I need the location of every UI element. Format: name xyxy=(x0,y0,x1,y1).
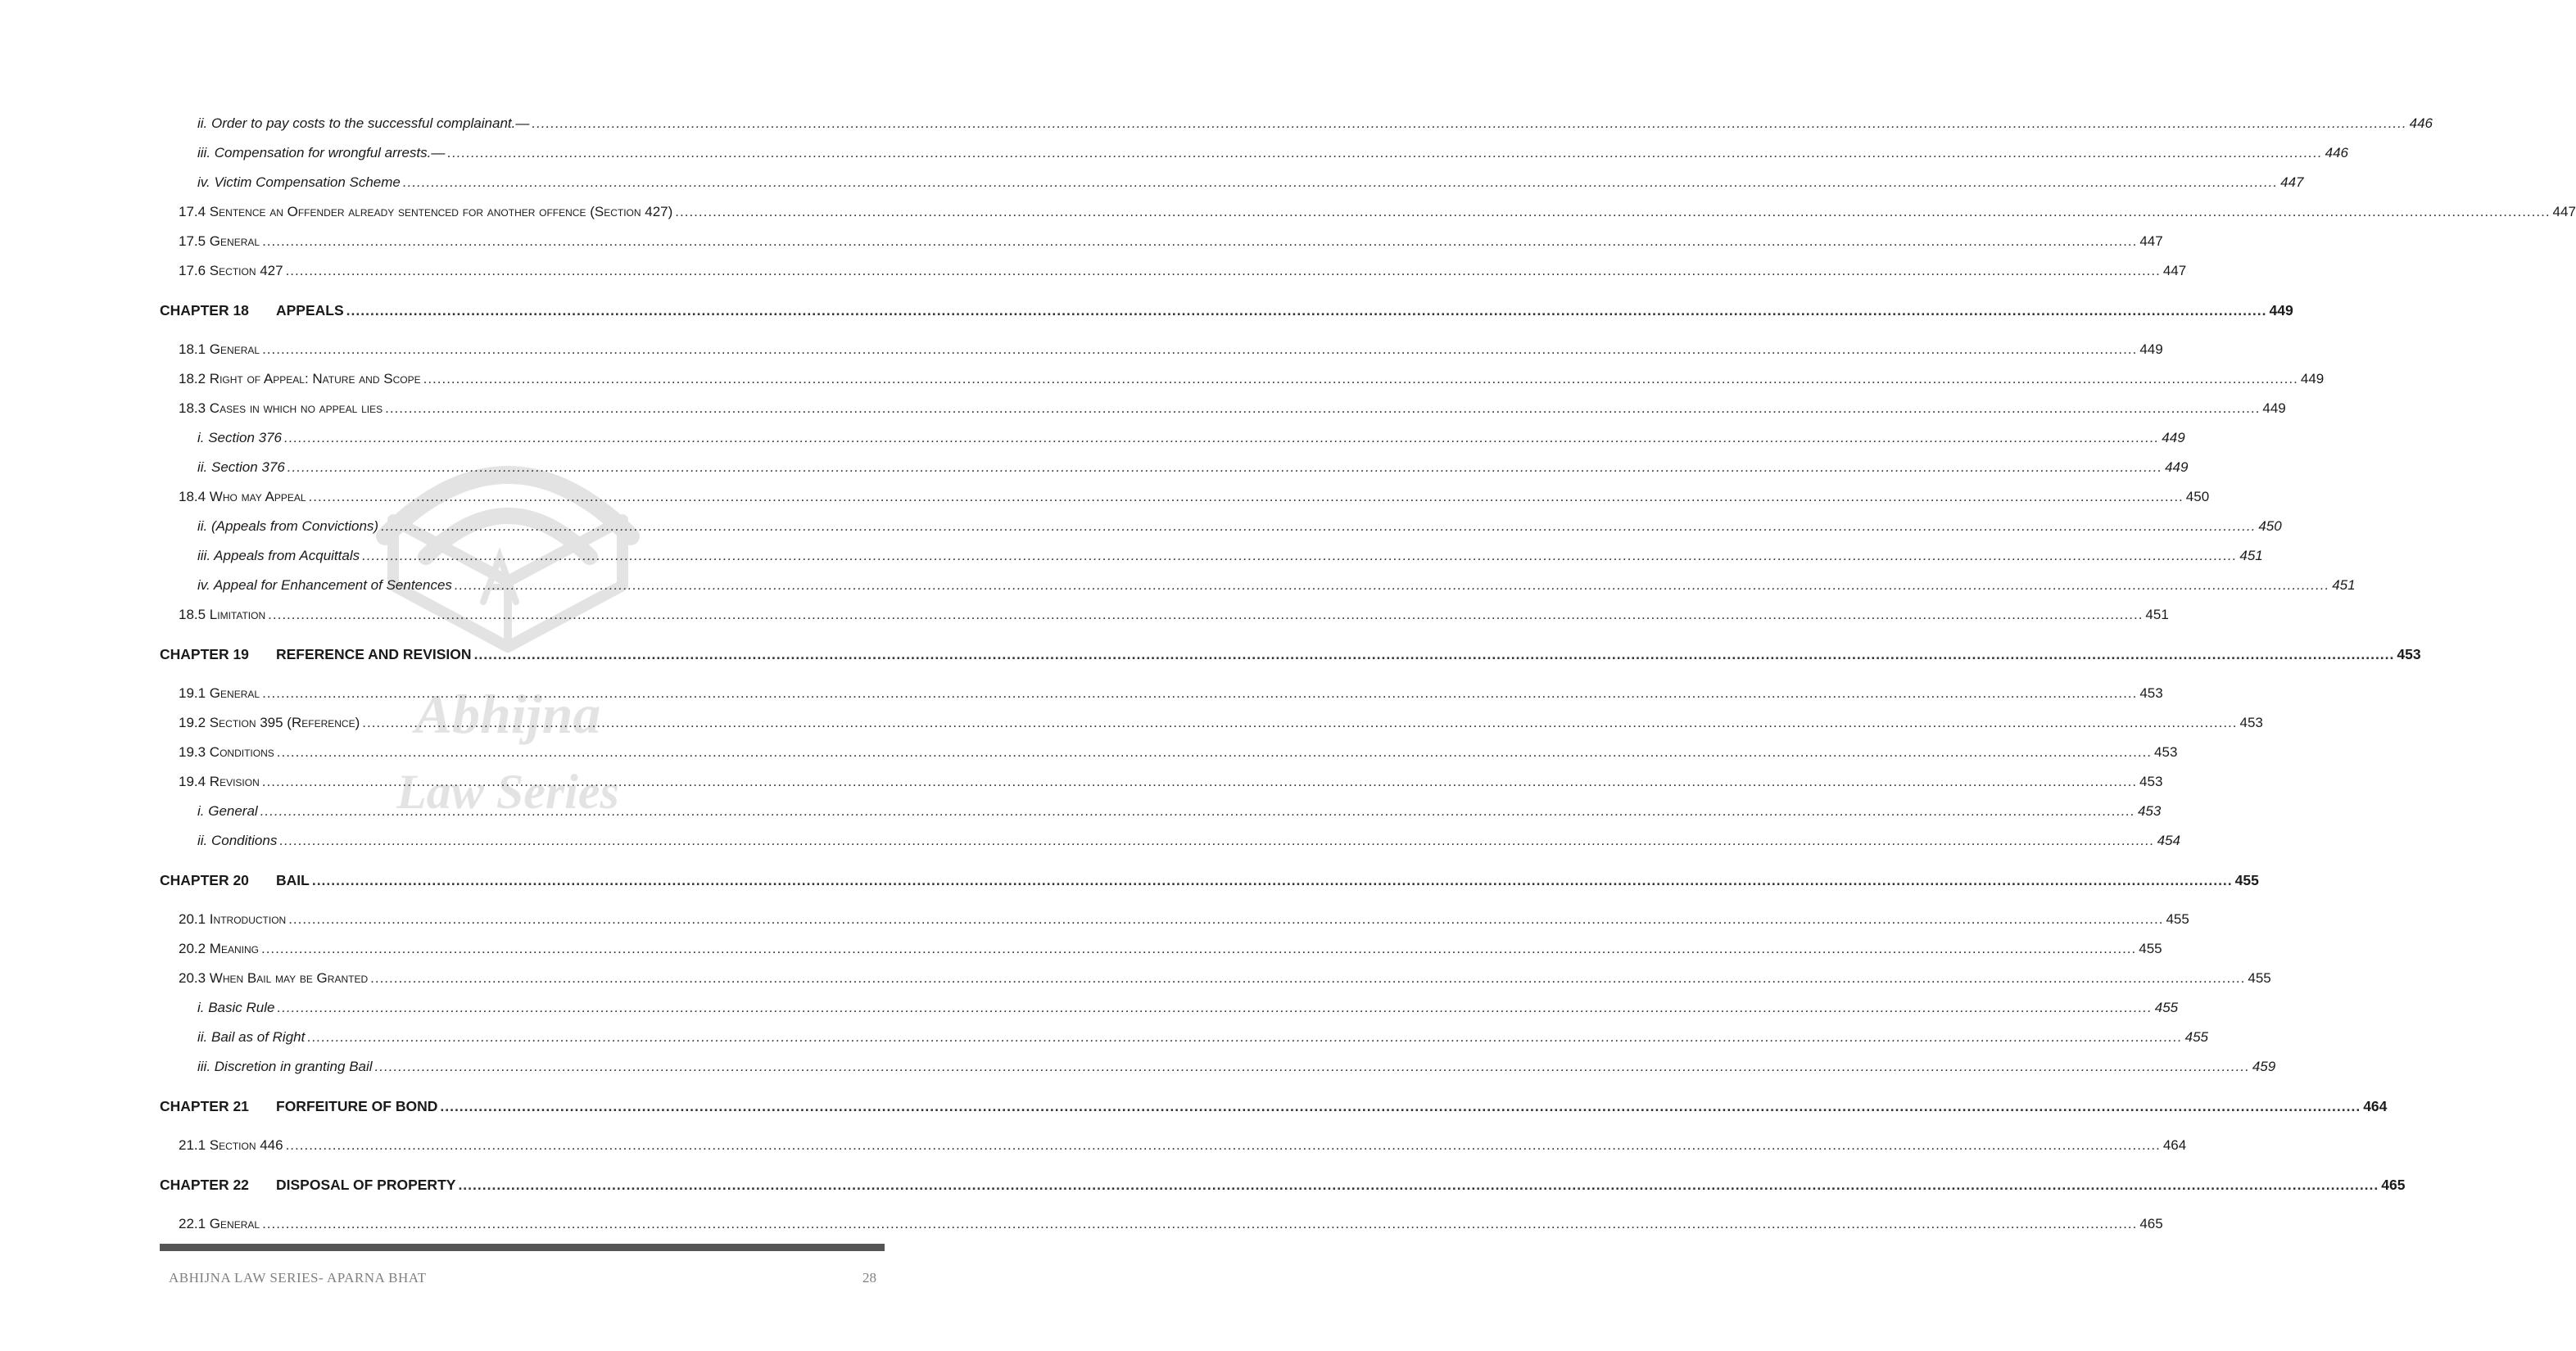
toc-page-number: 451 xyxy=(2332,577,2356,593)
toc-entry-label: 20.2 Meaning xyxy=(179,941,259,956)
toc-dot-leader: ................................................................................................................................................................................................................................................................................................................................................................................................................ xyxy=(454,577,2330,593)
toc-page-number: 455 xyxy=(2139,941,2162,956)
footer-page-number: 28 xyxy=(862,1270,876,1285)
toc-dot-leader: ................................................................................................................................................................................................................................................................................................................................................................................................................ xyxy=(346,302,2267,319)
toc-entry-label: 17.5 General xyxy=(179,233,260,249)
toc-subsection-entry[interactable] xyxy=(197,459,2189,477)
toc-entry-label: 19.3 Conditions xyxy=(179,744,274,760)
toc-page-number: 465 xyxy=(2381,1177,2406,1193)
toc-section-entry[interactable] xyxy=(179,773,2163,791)
toc-section-entry[interactable] xyxy=(179,1136,2187,1154)
toc-dot-leader: ................................................................................................................................................................................................................................................................................................................................................................................................................ xyxy=(262,341,2138,357)
toc-section-entry[interactable] xyxy=(179,969,2271,987)
toc-subsection-entry[interactable] xyxy=(197,1028,2208,1046)
toc-dot-leader: ................................................................................................................................................................................................................................................................................................................................................................................................................ xyxy=(276,744,2153,760)
toc-dot-leader: ................................................................................................................................................................................................................................................................................................................................................................................................................ xyxy=(260,803,2135,819)
toc-entry-label: iii. Appeals from Acquittals xyxy=(197,548,360,563)
toc-section-entry[interactable] xyxy=(179,940,2162,958)
toc-subsection-entry[interactable] xyxy=(197,999,2179,1017)
toc-dot-leader: ................................................................................................................................................................................................................................................................................................................................................................................................................ xyxy=(447,145,2323,160)
toc-dot-leader: ................................................................................................................................................................................................................................................................................................................................................................................................................ xyxy=(362,548,2238,563)
toc-dot-leader: ................................................................................................................................................................................................................................................................................................................................................................................................................ xyxy=(279,833,2155,848)
toc-section-entry[interactable] xyxy=(179,488,2210,506)
toc-section-entry[interactable] xyxy=(179,743,2178,761)
toc-entry-label: 19.1 General xyxy=(179,685,260,701)
toc-dot-leader: ................................................................................................................................................................................................................................................................................................................................................................................................................ xyxy=(370,970,2246,986)
toc-dot-leader: ................................................................................................................................................................................................................................................................................................................................................................................................................ xyxy=(458,1177,2379,1193)
toc-entry-label: ii. Order to pay costs to the successful complainant.— xyxy=(197,115,530,131)
toc-section-entry[interactable] xyxy=(179,233,2163,251)
toc-subsection-entry[interactable] xyxy=(197,517,2282,535)
toc-page-number: 449 xyxy=(2269,302,2293,319)
toc-entry-label: ii. (Appeals from Convictions) xyxy=(197,518,379,534)
toc-entry-label: i. Basic Rule xyxy=(197,1000,275,1015)
toc-page-number: 449 xyxy=(2162,430,2185,445)
toc-chapter-number: CHAPTER 19 xyxy=(160,646,249,662)
toc-chapter-title: REFERENCE AND REVISION xyxy=(276,646,472,662)
toc-dot-leader: ................................................................................................................................................................................................................................................................................................................................................................................................................ xyxy=(311,872,2233,888)
toc-page-number: 455 xyxy=(2184,1029,2208,1045)
toc-page-number: 450 xyxy=(2258,518,2282,534)
toc-dot-leader: ................................................................................................................................................................................................................................................................................................................................................................................................................ xyxy=(532,115,2407,131)
toc-chapter-title: APPEALS xyxy=(276,302,344,319)
toc-subsection-entry[interactable] xyxy=(197,174,2304,192)
toc-section-entry[interactable] xyxy=(179,714,2263,732)
toc-entry-label: 19.4 Revision xyxy=(179,774,260,789)
toc-entry-label: 17.6 Section 427 xyxy=(179,263,283,278)
toc-page-number: 447 xyxy=(2552,204,2576,219)
toc-dot-leader: ................................................................................................................................................................................................................................................................................................................................................................................................................ xyxy=(260,941,2137,956)
toc-dot-leader: ................................................................................................................................................................................................................................................................................................................................................................................................................ xyxy=(381,518,2257,534)
toc-section-entry[interactable] xyxy=(179,370,2325,388)
toc-page-number: 446 xyxy=(2325,145,2348,160)
toc-entry-label: 21.1 Section 446 xyxy=(179,1137,283,1153)
toc-entry-label: iv. Victim Compensation Scheme xyxy=(197,174,401,190)
toc-chapter-number: CHAPTER 22 xyxy=(160,1177,249,1193)
toc-page-number: 447 xyxy=(2280,174,2304,190)
toc-page-number: 451 xyxy=(2239,548,2263,563)
toc-page-number: 453 xyxy=(2397,646,2421,662)
toc-dot-leader: ................................................................................................................................................................................................................................................................................................................................................................................................................ xyxy=(262,685,2138,701)
toc-subsection-entry[interactable] xyxy=(197,576,2356,594)
toc-page-number: 455 xyxy=(2248,970,2271,986)
toc-page-number: 453 xyxy=(2139,774,2163,789)
toc-entry-label xyxy=(160,301,344,319)
toc-dot-leader: ................................................................................................................................................................................................................................................................................................................................................................................................................ xyxy=(262,233,2138,249)
toc-entry-label: ii. Conditions xyxy=(197,833,278,848)
toc-page-number: 453 xyxy=(2154,744,2178,760)
toc-entry-label: 18.4 Who may Appeal xyxy=(179,489,306,504)
toc-chapter-number: CHAPTER 21 xyxy=(160,1098,249,1114)
toc-entry-label: ii. Section 376 xyxy=(197,459,285,475)
toc-section-entry[interactable] xyxy=(179,1215,2163,1233)
toc-entry-label: 18.1 General xyxy=(179,341,260,357)
footer-title: ABHIJNA LAW SERIES- APARNA BHAT xyxy=(169,1270,427,1285)
toc-entry-label: 17.4 Sentence an Offender already sentenced for another offence (Section 427) xyxy=(179,204,673,219)
toc-dot-leader: ................................................................................................................................................................................................................................................................................................................................................................................................................ xyxy=(402,174,2279,190)
toc-section-entry[interactable] xyxy=(179,685,2163,703)
toc-dot-leader: ................................................................................................................................................................................................................................................................................................................................................................................................................ xyxy=(285,263,2161,278)
toc-subsection-entry[interactable] xyxy=(197,832,2180,850)
toc-dot-leader: ................................................................................................................................................................................................................................................................................................................................................................................................................ xyxy=(385,400,2261,416)
toc-dot-leader: ................................................................................................................................................................................................................................................................................................................................................................................................................ xyxy=(268,607,2144,622)
toc-page-number: 449 xyxy=(2262,400,2286,416)
toc-entry-label: 22.1 General xyxy=(179,1216,260,1231)
toc-chapter-title: FORFEITURE OF BOND xyxy=(276,1098,438,1114)
toc-chapter-entry[interactable] xyxy=(160,1097,2388,1115)
toc-dot-leader: ................................................................................................................................................................................................................................................................................................................................................................................................................ xyxy=(362,715,2238,730)
toc-entry-label: iv. Appeal for Enhancement of Sentences xyxy=(197,577,452,593)
toc-section-entry[interactable] xyxy=(179,262,2187,280)
toc-section-entry[interactable] xyxy=(179,910,2189,929)
watermark-series-text: Law Series xyxy=(396,765,619,819)
footer-rule xyxy=(160,1244,885,1251)
toc-page-number: 449 xyxy=(2139,341,2163,357)
toc-page-number: 449 xyxy=(2300,371,2325,386)
toc-page-number: 450 xyxy=(2185,489,2210,504)
toc-entry-label: 18.3 Cases in which no appeal lies xyxy=(179,400,383,416)
toc-subsection-entry[interactable] xyxy=(197,1058,2276,1076)
toc-page-number: 464 xyxy=(2162,1137,2187,1153)
toc-page-number: 459 xyxy=(2252,1059,2276,1074)
toc-dot-leader: ................................................................................................................................................................................................................................................................................................................................................................................................................ xyxy=(440,1098,2361,1114)
toc-page-number: 464 xyxy=(2363,1098,2388,1114)
toc-entry-label: 18.5 Limitation xyxy=(179,607,266,622)
toc-dot-leader: ................................................................................................................................................................................................................................................................................................................................................................................................................ xyxy=(308,489,2184,504)
toc-entry-label: iii. Discretion in granting Bail xyxy=(197,1059,373,1074)
toc-chapter-title: BAIL xyxy=(276,872,310,888)
toc-dot-leader: ................................................................................................................................................................................................................................................................................................................................................................................................................ xyxy=(307,1029,2183,1045)
toc-page-number: 455 xyxy=(2234,872,2259,888)
toc-dot-leader: ................................................................................................................................................................................................................................................................................................................................................................................................................ xyxy=(261,774,2138,789)
toc-page-number: 453 xyxy=(2139,685,2163,701)
toc-entry-label xyxy=(160,1097,437,1115)
toc-dot-leader: ................................................................................................................................................................................................................................................................................................................................................................................................................ xyxy=(277,1000,2153,1015)
toc-subsection-entry[interactable] xyxy=(197,802,2162,820)
toc-entry-label: 18.2 Right of Appeal: Nature and Scope xyxy=(179,371,421,386)
toc-section-entry[interactable] xyxy=(179,606,2169,624)
toc-dot-leader: ................................................................................................................................................................................................................................................................................................................................................................................................................ xyxy=(262,1216,2138,1231)
toc-entry-label: i. General xyxy=(197,803,258,819)
toc-dot-leader: ................................................................................................................................................................................................................................................................................................................................................................................................................ xyxy=(675,204,2551,219)
toc-entry-label xyxy=(160,871,310,889)
toc-page-number: 455 xyxy=(2166,911,2189,927)
toc-entry-label: ii. Bail as of Right xyxy=(197,1029,306,1045)
toc-page-number: 465 xyxy=(2139,1216,2163,1231)
toc-chapter-title: DISPOSAL OF PROPERTY xyxy=(276,1177,456,1193)
toc-entry-label xyxy=(160,645,472,663)
toc-page-number: 446 xyxy=(2409,115,2433,131)
toc-section-entry[interactable] xyxy=(179,400,2286,418)
toc-dot-leader: ................................................................................................................................................................................................................................................................................................................................................................................................................ xyxy=(374,1059,2250,1074)
toc-chapter-entry[interactable] xyxy=(160,1176,2406,1194)
toc-entry-label: 20.3 When Bail may be Granted xyxy=(179,970,369,986)
toc-page-number: 451 xyxy=(2145,607,2169,622)
toc-entry-label: 20.1 Introduction xyxy=(179,911,287,927)
toc-dot-leader: ................................................................................................................................................................................................................................................................................................................................................................................................................ xyxy=(287,459,2163,475)
toc-subsection-entry[interactable] xyxy=(197,547,2263,565)
toc-dot-leader: ................................................................................................................................................................................................................................................................................................................................................................................................................ xyxy=(423,371,2298,386)
toc-entry-label: iii. Compensation for wrongful arrests.— xyxy=(197,145,446,160)
toc-subsection-entry[interactable] xyxy=(197,429,2185,447)
toc-entry-label xyxy=(160,1176,455,1194)
toc-subsection-entry[interactable] xyxy=(197,144,2348,162)
toc-entry-label: i. Section 376 xyxy=(197,430,283,445)
toc-section-entry[interactable] xyxy=(179,341,2163,359)
toc-page-number: 447 xyxy=(2139,233,2163,249)
toc-section-entry[interactable] xyxy=(179,203,2576,221)
toc-page-number: 449 xyxy=(2165,459,2189,475)
toc-chapter-number: CHAPTER 18 xyxy=(160,302,249,319)
toc-dot-leader: ................................................................................................................................................................................................................................................................................................................................................................................................................ xyxy=(285,1137,2161,1153)
toc-dot-leader: ................................................................................................................................................................................................................................................................................................................................................................................................................ xyxy=(473,646,2395,662)
toc-page-number: 455 xyxy=(2154,1000,2179,1015)
toc-chapter-entry[interactable] xyxy=(160,301,2293,319)
toc-page-number: 454 xyxy=(2157,833,2180,848)
toc-chapter-number: CHAPTER 20 xyxy=(160,872,249,888)
toc-page-number: 453 xyxy=(2239,715,2263,730)
toc-subsection-entry[interactable] xyxy=(197,115,2433,133)
toc-dot-leader: ................................................................................................................................................................................................................................................................................................................................................................................................................ xyxy=(284,430,2160,445)
toc-dot-leader: ................................................................................................................................................................................................................................................................................................................................................................................................................ xyxy=(288,911,2164,927)
toc-chapter-entry[interactable] xyxy=(160,645,2421,663)
watermark-brand-text: Abhijna xyxy=(414,683,601,745)
toc-chapter-entry[interactable] xyxy=(160,871,2259,889)
toc-entry-label: 19.2 Section 395 (Reference) xyxy=(179,715,360,730)
toc-page-number: 453 xyxy=(2137,803,2162,819)
toc-page-number: 447 xyxy=(2162,263,2187,278)
